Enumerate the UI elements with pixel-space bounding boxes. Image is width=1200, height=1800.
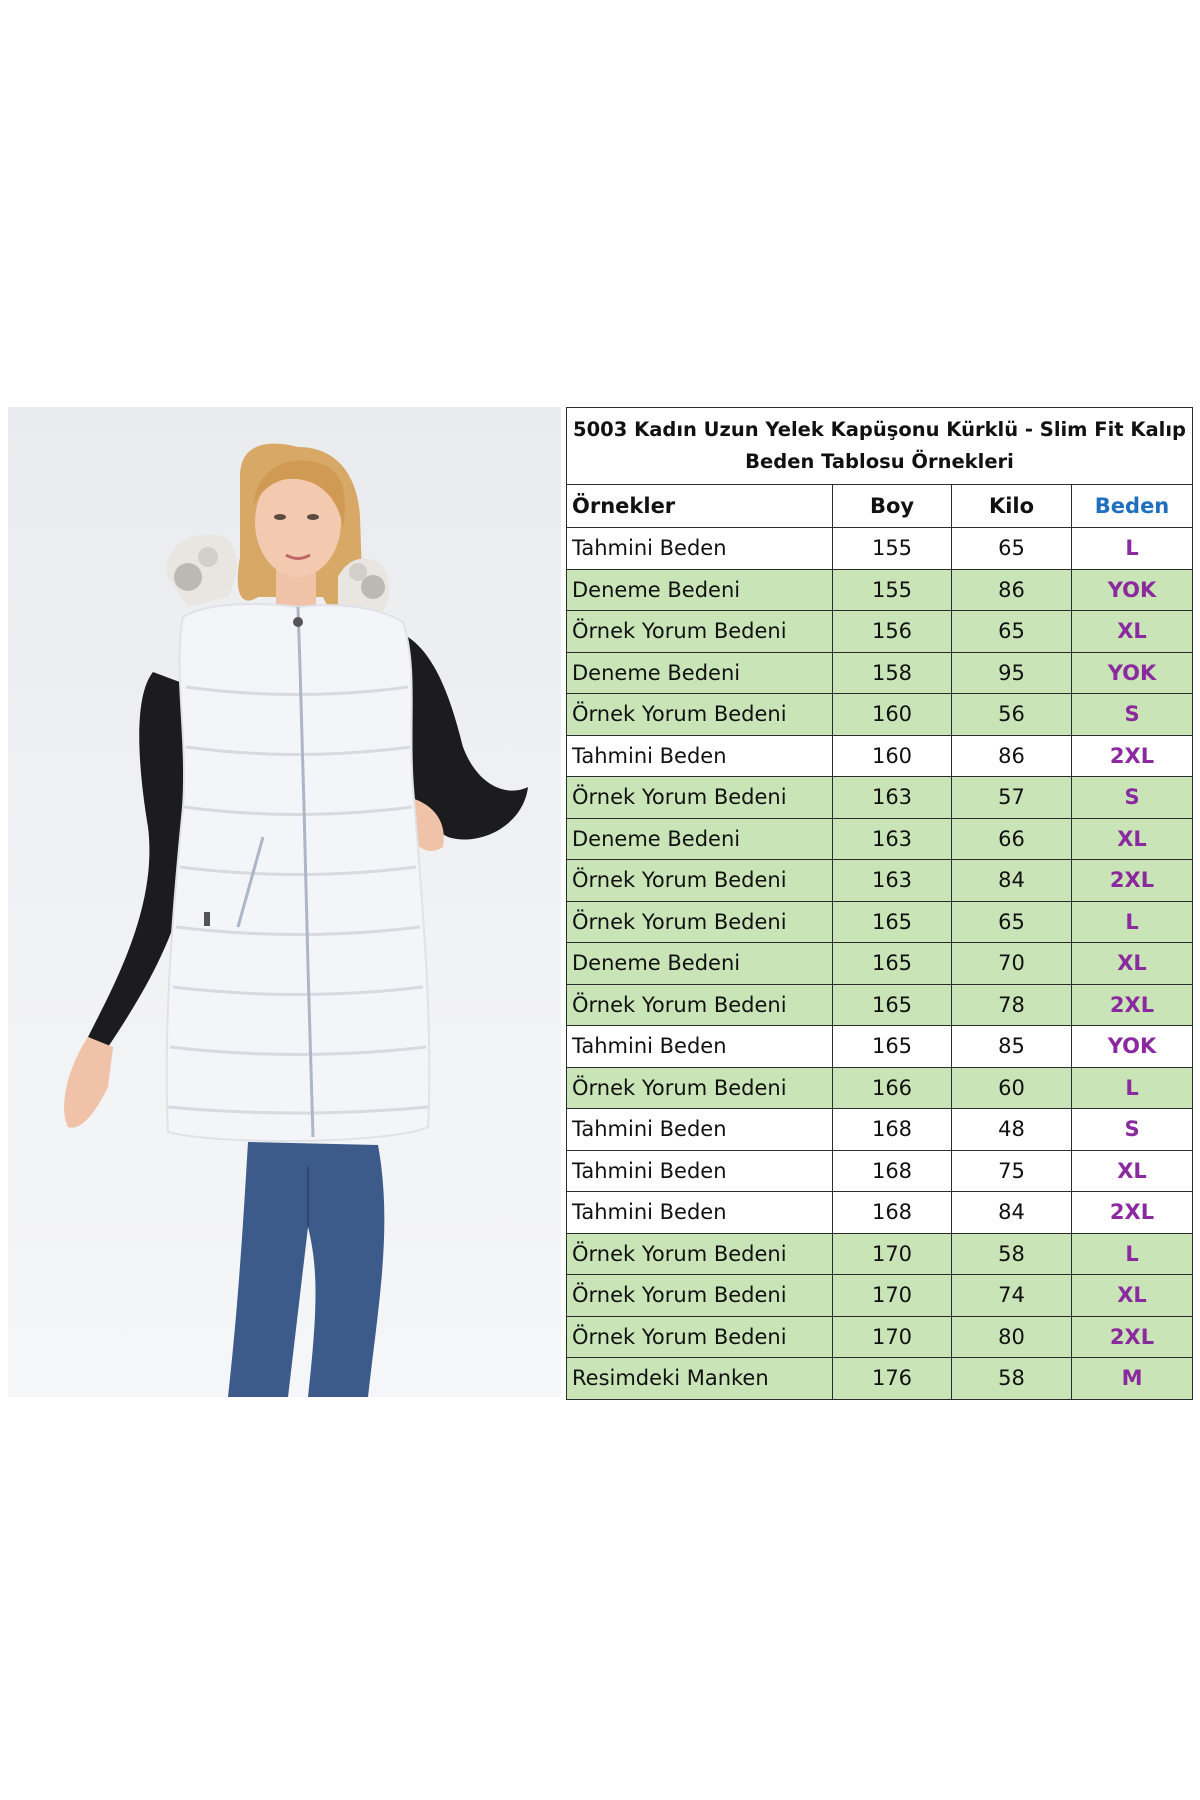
row-beden: L	[1072, 901, 1193, 943]
row-kilo: 78	[952, 984, 1072, 1026]
row-beden: 2XL	[1072, 860, 1193, 902]
row-boy: 170	[833, 1233, 952, 1275]
row-boy: 158	[833, 652, 952, 694]
header-kilo: Kilo	[952, 485, 1072, 528]
table-row	[567, 1275, 1193, 1317]
row-boy: 165	[833, 943, 952, 985]
row-name: Deneme Bedeni	[567, 943, 833, 985]
row-beden: M	[1072, 1358, 1193, 1400]
row-name: Tahmini Beden	[567, 1150, 833, 1192]
row-kilo: 56	[952, 694, 1072, 736]
table-header-row	[567, 485, 1193, 528]
row-beden: XL	[1072, 943, 1193, 985]
row-beden: XL	[1072, 1275, 1193, 1317]
row-name: Örnek Yorum Bedeni	[567, 901, 833, 943]
row-kilo: 70	[952, 943, 1072, 985]
row-boy: 168	[833, 1192, 952, 1234]
row-boy: 168	[833, 1109, 952, 1151]
row-name: Tahmini Beden	[567, 735, 833, 777]
row-boy: 156	[833, 611, 952, 653]
row-beden: L	[1072, 1233, 1193, 1275]
row-kilo: 58	[952, 1233, 1072, 1275]
row-beden: YOK	[1072, 569, 1193, 611]
table-title-row	[567, 408, 1193, 485]
table-row	[567, 735, 1193, 777]
table-body	[567, 528, 1193, 1400]
row-kilo: 84	[952, 860, 1072, 902]
row-boy: 165	[833, 1026, 952, 1068]
row-name: Tahmini Beden	[567, 1109, 833, 1151]
row-name: Tahmini Beden	[567, 1026, 833, 1068]
row-kilo: 75	[952, 1150, 1072, 1192]
row-kilo: 84	[952, 1192, 1072, 1234]
row-kilo: 48	[952, 1109, 1072, 1151]
table-row	[567, 1067, 1193, 1109]
row-name: Örnek Yorum Bedeni	[567, 694, 833, 736]
row-name: Tahmini Beden	[567, 528, 833, 570]
row-beden: S	[1072, 777, 1193, 819]
row-boy: 166	[833, 1067, 952, 1109]
row-name: Örnek Yorum Bedeni	[567, 1067, 833, 1109]
row-boy: 165	[833, 901, 952, 943]
row-name: Örnek Yorum Bedeni	[567, 611, 833, 653]
row-boy: 155	[833, 569, 952, 611]
table-row	[567, 901, 1193, 943]
table-row	[567, 569, 1193, 611]
row-beden: S	[1072, 694, 1193, 736]
row-kilo: 60	[952, 1067, 1072, 1109]
table-row	[567, 1109, 1193, 1151]
row-kilo: 86	[952, 735, 1072, 777]
row-name: Örnek Yorum Bedeni	[567, 1275, 833, 1317]
row-name: Örnek Yorum Bedeni	[567, 1316, 833, 1358]
row-beden: XL	[1072, 818, 1193, 860]
row-beden: YOK	[1072, 1026, 1193, 1068]
row-beden: XL	[1072, 1150, 1193, 1192]
table-row	[567, 1026, 1193, 1068]
row-name: Örnek Yorum Bedeni	[567, 984, 833, 1026]
row-name: Örnek Yorum Bedeni	[567, 1233, 833, 1275]
row-beden: S	[1072, 1109, 1193, 1151]
row-boy: 163	[833, 818, 952, 860]
model-illustration	[8, 407, 561, 1397]
row-name: Resimdeki Manken	[567, 1358, 833, 1400]
row-kilo: 80	[952, 1316, 1072, 1358]
size-chart-table	[566, 407, 1193, 1400]
table-row	[567, 943, 1193, 985]
row-name: Deneme Bedeni	[567, 569, 833, 611]
table-row	[567, 1150, 1193, 1192]
table-row	[567, 777, 1193, 819]
row-boy: 168	[833, 1150, 952, 1192]
row-name: Tahmini Beden	[567, 1192, 833, 1234]
table-title	[567, 408, 1193, 485]
table-row	[567, 652, 1193, 694]
table-row	[567, 1192, 1193, 1234]
row-name: Deneme Bedeni	[567, 652, 833, 694]
row-kilo: 85	[952, 1026, 1072, 1068]
row-name: Örnek Yorum Bedeni	[567, 860, 833, 902]
title-line-1: 5003 Kadın Uzun Yelek Kapüşonu Kürklü - Slim Fit Kalıp	[573, 418, 1187, 441]
row-beden: 2XL	[1072, 1192, 1193, 1234]
row-beden: YOK	[1072, 652, 1193, 694]
row-name: Deneme Bedeni	[567, 818, 833, 860]
table-row	[567, 694, 1193, 736]
row-name: Örnek Yorum Bedeni	[567, 777, 833, 819]
row-beden: L	[1072, 1067, 1193, 1109]
row-boy: 170	[833, 1275, 952, 1317]
row-kilo: 95	[952, 652, 1072, 694]
row-boy: 163	[833, 777, 952, 819]
row-kilo: 57	[952, 777, 1072, 819]
table-row	[567, 1358, 1193, 1400]
table-row	[567, 984, 1193, 1026]
row-kilo: 66	[952, 818, 1072, 860]
header-boy: Boy	[833, 485, 952, 528]
row-boy: 160	[833, 735, 952, 777]
row-kilo: 65	[952, 901, 1072, 943]
row-boy: 155	[833, 528, 952, 570]
table-row	[567, 860, 1193, 902]
row-beden: 2XL	[1072, 735, 1193, 777]
row-beden: 2XL	[1072, 984, 1193, 1026]
table-row	[567, 611, 1193, 653]
row-beden: 2XL	[1072, 1316, 1193, 1358]
row-beden: L	[1072, 528, 1193, 570]
title-line-2: Beden Tablosu Örnekleri	[745, 450, 1014, 473]
row-kilo: 65	[952, 611, 1072, 653]
table-row	[567, 1316, 1193, 1358]
row-kilo: 86	[952, 569, 1072, 611]
row-beden: XL	[1072, 611, 1193, 653]
table-row	[567, 528, 1193, 570]
header-ornekler: Örnekler	[567, 485, 833, 528]
row-kilo: 65	[952, 528, 1072, 570]
row-boy: 170	[833, 1316, 952, 1358]
row-kilo: 58	[952, 1358, 1072, 1400]
row-boy: 160	[833, 694, 952, 736]
row-boy: 163	[833, 860, 952, 902]
row-boy: 176	[833, 1358, 952, 1400]
product-photo	[8, 407, 561, 1397]
table-row	[567, 818, 1193, 860]
header-beden: Beden	[1072, 485, 1193, 528]
table-row	[567, 1233, 1193, 1275]
row-boy: 165	[833, 984, 952, 1026]
row-kilo: 74	[952, 1275, 1072, 1317]
